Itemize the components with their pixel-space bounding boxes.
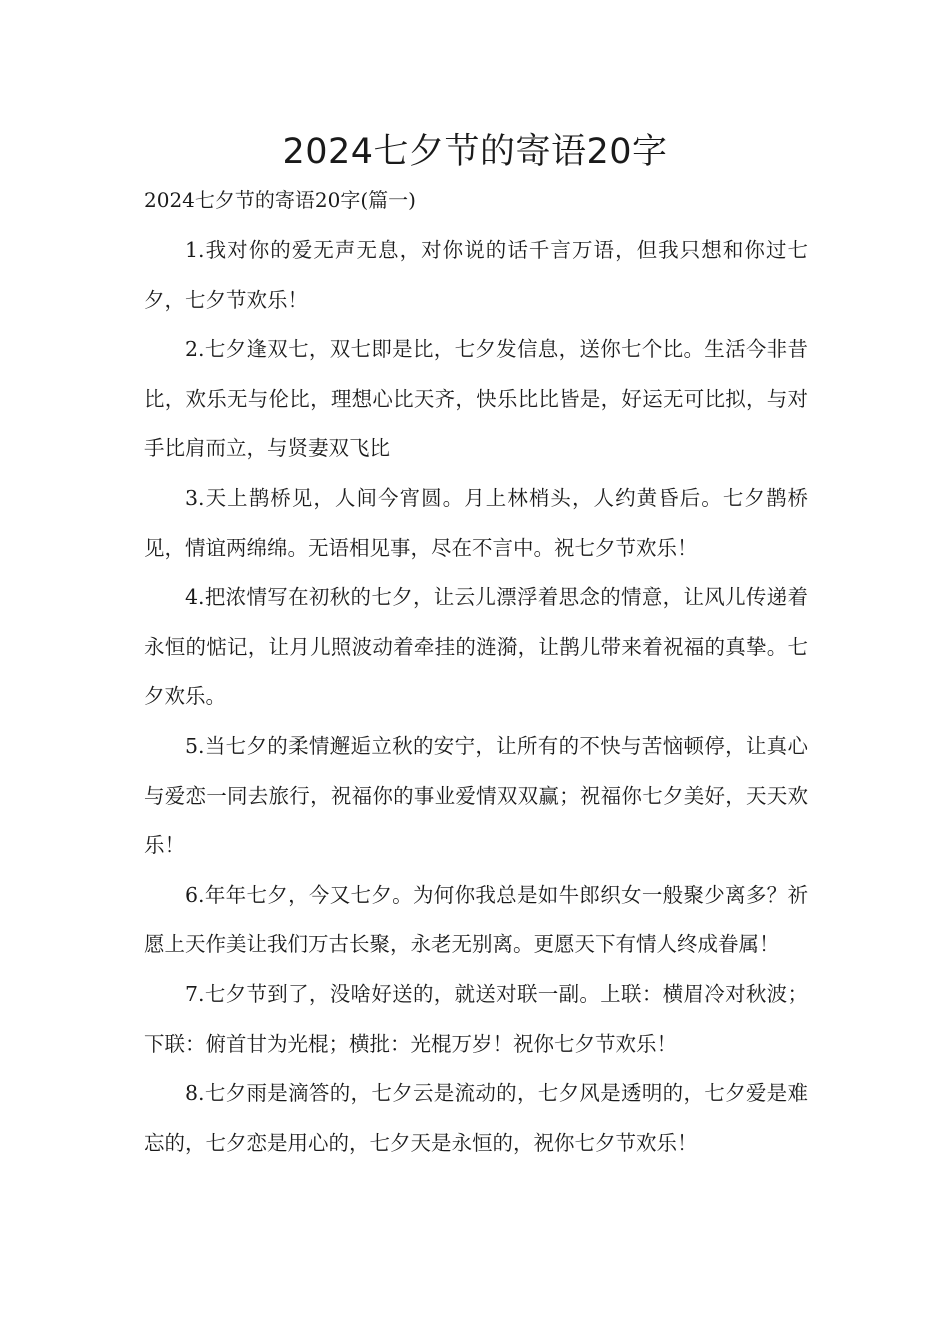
paragraph-7: 7.七夕节到了，没啥好送的，就送对联一副。上联：横眉冷对秋波；下联：俯首甘为光棍；横批：光棍万岁！祝你七夕节欢乐！ [144, 981, 808, 1056]
document-title: 2024七夕节的寄语20字 [282, 132, 668, 172]
paragraph-4: 4.把浓情写在初秋的七夕，让云儿漂浮着思念的情意，让风儿传递着永恒的惦记，让月儿照波动着牵挂的涟漪，让鹊儿带来着祝福的真挚。七夕欢乐。 [144, 585, 808, 709]
paragraph-3: 3.天上鹊桥见，人间今宵圆。月上林梢头，人约黄昏后。七夕鹊桥见，情谊两绵绵。无语相见事，尽在不言中。祝七夕节欢乐！ [144, 485, 808, 560]
document-body [144, 226, 808, 1168]
paragraph-2: 2.七夕逢双七，双七即是比，七夕发信息，送你七个比。生活今非昔比，欢乐无与伦比，理想心比天齐，快乐比比皆是，好运无可比拟，与对手比肩而立，与贤妻双飞比 [144, 337, 808, 461]
paragraph-5: 5.当七夕的柔情邂逅立秋的安宁，让所有的不快与苦恼顿停，让真心与爱恋一同去旅行，祝福你的事业爱情双双赢；祝福你七夕美好，天天欢乐！ [144, 733, 808, 858]
paragraph-8: 8.七夕雨是滴答的，七夕云是流动的，七夕风是透明的，七夕爱是难忘的，七夕恋是用心的，七夕天是永恒的，祝你七夕节欢乐！ [144, 1081, 808, 1155]
paragraph-6: 6.年年七夕，今又七夕。为何你我总是如牛郎织女一般聚少离多？祈愿上天作美让我们万古长聚，永老无别离。更愿天下有情人终成眷属！ [144, 882, 808, 957]
section-subtitle: 2024七夕节的寄语20字(篇一) [144, 188, 416, 212]
paragraph-1: 1.我对你的爱无声无息，对你说的话千言万语，但我只想和你过七夕，七夕节欢乐！ [144, 238, 808, 312]
